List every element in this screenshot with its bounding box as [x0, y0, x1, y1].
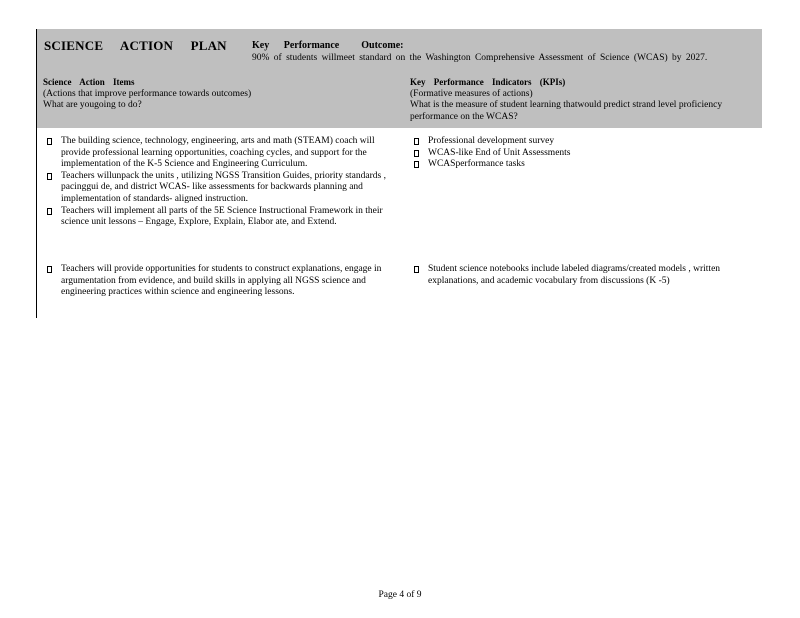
list-item: The building science, technology, engineering, arts and math (STEAM) coach will provide professional learning opportunities, coaching cycles, and support for the implementation of the K-5 Science and Engineering Curriculum. — [43, 136, 395, 171]
table-body — [36, 128, 762, 318]
right-column-title: Key Performance Indicators (KPIs) — [410, 77, 566, 87]
header-band — [36, 29, 762, 128]
page-number: Page 4 of 9 — [378, 590, 422, 600]
page-title: SCIENCE ACTION PLAN — [44, 38, 227, 53]
list-item: Teachers will implement all parts of the 5E Science Instructional Framework in their science unit lessons – Engage, Explore, Explain, Elabor ate, and Extend. — [43, 206, 395, 229]
checkbox-bullet-icon — [47, 208, 52, 215]
checkbox-bullet-icon — [47, 266, 52, 273]
list-item: Teachers willunpack the units , utilizing NGSS Transition Guides, priority standards , pacinggui de, and district WCAS- like assessments for backwards planning and implementation of standards- aligned instruction. — [43, 171, 395, 206]
kpo-label — [252, 40, 403, 51]
section2-actions-list — [43, 264, 383, 299]
right-column-question: What is the measure of student learning thatwould predict strand level proficiency performance on the WCAS? — [410, 100, 723, 122]
checkbox-bullet-icon — [47, 173, 52, 180]
section2-kpi-list — [410, 264, 755, 287]
list-item: Student science notebooks include labeled diagrams/created models , written explanations, and academic vocabulary from discussions (K -5) — [410, 264, 755, 287]
action-plan-table — [36, 29, 762, 318]
list-item: Professional development survey — [410, 136, 755, 148]
left-column-title: Science Action Items — [43, 77, 135, 87]
kpo-outcome-word: Outcome: — [361, 40, 404, 51]
checkbox-bullet-icon — [414, 266, 419, 273]
left-column-question: What are yougoing to do? — [43, 100, 142, 110]
left-column-heading — [43, 77, 393, 112]
kpo-label-text: Key Performance — [252, 40, 340, 51]
list-item: WCASperformance tasks — [410, 159, 755, 171]
checkbox-bullet-icon — [414, 150, 419, 157]
kpo-text: 90% of students willmeet standard on the Washington Comprehensive Assessment of Science (WCAS) by 2027. — [252, 53, 708, 63]
left-column-subtitle: (Actions that improve performance towards outcomes) — [43, 88, 252, 99]
list-item: WCAS-like End of Unit Assessments — [410, 148, 755, 160]
checkbox-bullet-icon — [414, 161, 419, 168]
section1-kpi-list — [410, 136, 755, 171]
checkbox-bullet-icon — [47, 138, 52, 145]
list-item: Teachers will provide opportunities for students to construct explanations, engage in argumentation from evidence, and build skills in applying all NGSS science and engineering practices within science and engineering lessons. — [43, 264, 383, 299]
right-column-subtitle: (Formative measures of actions) — [410, 88, 533, 99]
checkbox-bullet-icon — [414, 138, 419, 145]
right-column-heading — [410, 77, 755, 123]
section1-actions-list — [43, 136, 395, 229]
